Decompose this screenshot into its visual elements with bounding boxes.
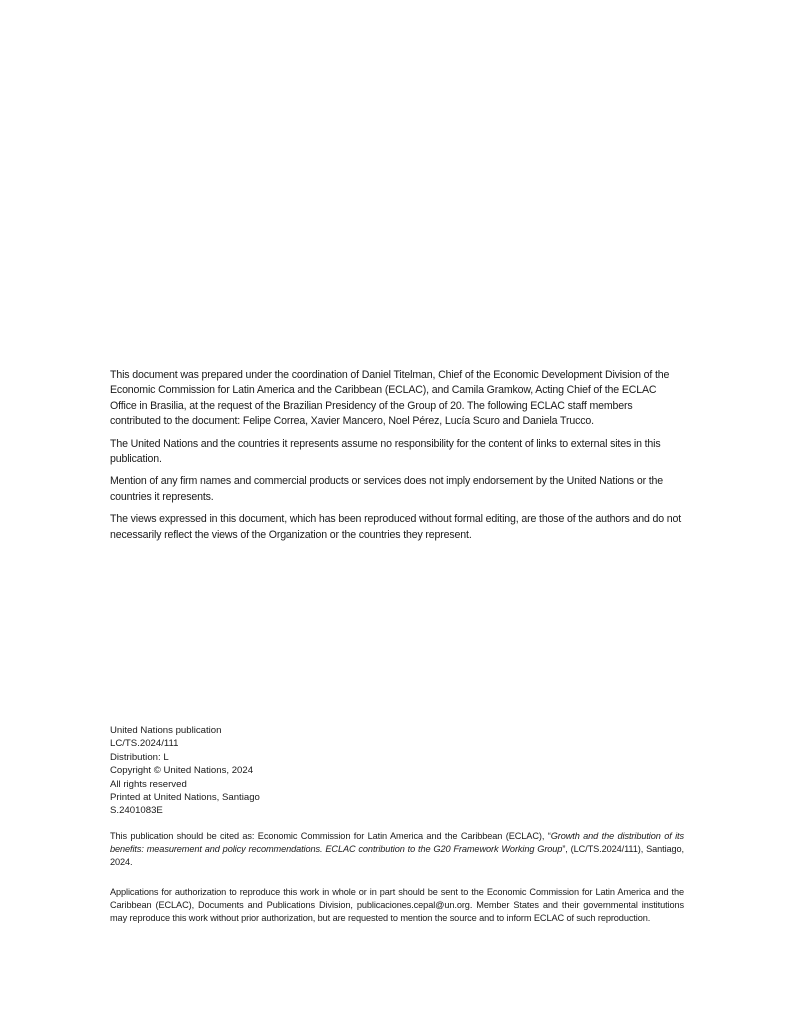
publication-info <box>110 724 410 818</box>
sales-number: S.2401083E <box>110 805 163 817</box>
document-symbol: LC/TS.2024/111 <box>110 738 179 750</box>
printed-location: Printed at United Nations, Santiago <box>110 792 260 804</box>
citation-prefix: This publication should be cited as: Economic Commission for Latin America and the Caribbean (ECLAC), “ <box>110 831 551 841</box>
citation-suffix: ”, (LC/TS.2024/111), Santiago, 2024. <box>110 844 684 868</box>
rights-reserved: All rights reserved <box>110 778 187 790</box>
publication-type: United Nations publication <box>110 725 222 736</box>
distribution: Distribution: L <box>110 751 169 763</box>
copyright: Copyright © United Nations, 2024 <box>110 765 254 777</box>
links-disclaimer: The United Nations and the countries it represents assume no responsibility for the content of links to external sites in this publication. <box>110 437 661 466</box>
document-notes <box>110 368 684 550</box>
citation-note <box>110 830 684 870</box>
citation-title: Growth and the distribution of its benefits: measurement and policy recommendations. ECLAC contribution to the G20 Framework Working Group <box>110 831 685 855</box>
endorsement-disclaimer: Mention of any firm names and commercial products or services does not imply endorsement by the United Nations or the countries it represents. <box>110 475 664 503</box>
coordination-note: This document was prepared under the coordination of Daniel Titelman, Chief of the Economic Development Division of the Economic Commission for Latin America and the Caribbean (ECLAC), and Camila Gramkow, Acting Chief of the ECLAC Office in Brasilia, at the request of the Brazilian Presidency of the Group of 20. The following ECLAC staff members contributed to the document: Felipe Correa, Xavier Mancero, Noel Pérez, Lucía Scuro and Daniela Trucco. <box>110 369 670 428</box>
views-disclaimer: The views expressed in this document, which has been reproduced without formal editing, are those of the authors and do not necessarily reflect the views of the Organization or the countries they represent. <box>110 513 682 541</box>
reproduction-permissions: Applications for authorization to reproduce this work in whole or in part should be sent to the Economic Commission for Latin America and the Caribbean (ECLAC), Documents and Publications Division, publicaciones.cepal@un.org. Member States and their governmental institutions may reproduce this work without prior authorization, but are requested to mention the source and to inform ECLAC of such reproduction. <box>110 887 684 924</box>
